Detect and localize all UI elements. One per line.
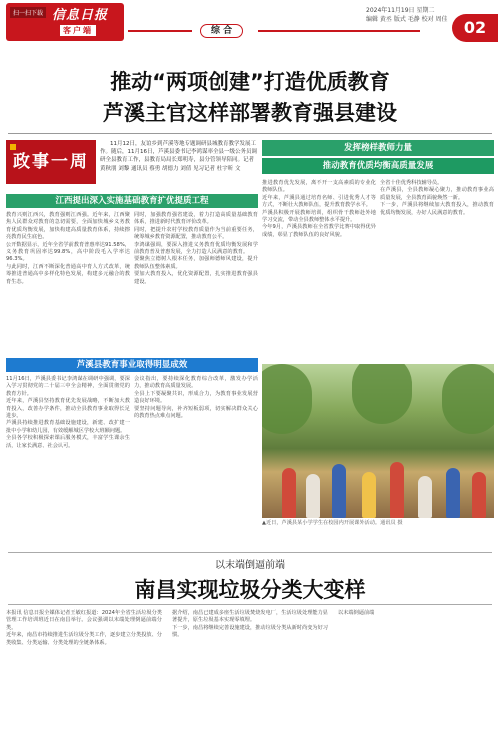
paragraph: 下一步，南昌将继续完善设施建设，推动垃圾分类从新时尚变为好习惯。 [172,624,328,639]
photo-student [282,468,296,518]
section-label: 综 合 [200,24,243,38]
paragraph: 全县上下要凝聚共识，形成合力，为教育事业发展营造良好环境。 [134,390,258,405]
photo-tree [442,364,494,434]
paragraph: 近年来，芦溪县通过培育名师、引进优秀人才等方式，不断壮大教师队伍，提升教育教学水平。 [262,194,376,209]
photo-student [390,462,404,518]
paragraph: 据介绍，南昌已建成多座生活垃圾焚烧发电厂，生活垃圾处理能力显著提升，原生垃圾基本实现零填埋。 [172,610,328,624]
paragraph: 11月16日，芦溪县委书记李鸿谋在调研中强调，要深入学习贯彻党的二十届三中全会精神，全面贯彻党的教育方针。 [6,376,130,397]
paragraph: 推进教育优先发展，离不开一支高素质的专业化教师队伍。 [262,180,376,194]
photo-student [306,474,320,518]
paragraph: 要坚持问题导向，补齐短板弱项，切实解决群众关心的教育热点难点问题。 [134,405,258,420]
right-column-text-a [262,180,376,239]
page-header [0,0,500,44]
subhead-jiangxi: 江西提出深入实施基础教育扩优提质工程 [6,194,258,208]
bottom-article-headline: 南昌实现垃圾分类大变样 [134,578,366,602]
photo-tree [262,364,312,434]
bottom-column-1 [6,610,162,647]
issue-date: 2024年11月19日 星期二 [366,7,435,14]
paragraph: 全省十佳优秀科技辅导员。 [380,180,443,186]
editor-credits: 编辑 黄丞 版式 毛静 校对 周佳 [366,16,448,23]
paragraph: 要加大教育投入，优化资源配置，扎实推进教育强县建设。 [134,271,258,285]
page-number: 02 [452,14,498,42]
header-divider-left [128,30,192,32]
paragraph: 以末端倒逼前端 [338,610,375,616]
news-photo-students-outdoor [262,364,494,518]
paragraph: 李鸿谋强调，要深入推进义务教育优质均衡发展和学前教育普及普惠发展，全力打造人民满意的教育。 [134,241,258,256]
photo-student [446,468,460,518]
paragraph: 公开数据显示，近年全省学前教育普惠率达91.58%，义务教育巩固率达99.8%，高中阶段毛入学率达96.3%。 [6,241,130,263]
column-badge [6,140,96,184]
paragraph: 本报讯 信息日报全媒体记者王敏红报道：2024年全省生活垃圾分类管理工作培训班近日在南昌举行。会议强调以末端处理倒逼前端分类。 [6,610,162,631]
scan-download-label[interactable]: 扫一扫下载 [10,7,46,18]
paragraph: 下一步，芦溪县将继续加大教育投入，推动教育优质均衡发展，办好人民满意的教育。 [380,202,494,216]
photo-tree [352,364,412,424]
photo-student [472,472,486,518]
article-intro: 11月12日，友谊乡到芦溪等地专题调研县城教育教学发展工作。随后，11月16日，芦溪县委书记李鸿谋率全县一级公务员调研全县教育工作，县教育局局长郑明寿，县分管领导陪同。记者黄秋朋 刘黎 通讯员 蔡勇 胡德力 刘倩 见习记者 杜宇昕 文 [100,141,257,172]
paragraph: 芦溪县持续推进教育基础设施建设，新建、改扩建一批中小学和幼儿园，有效缓解城区学校大班额问题。 [6,420,130,434]
paragraph: 芦溪县积极开展教师培训，组织骨干教师赴外地学习交流，带动全县教师整体水平提升。 [262,209,376,224]
title-rule [8,133,492,134]
left-column-text-d [134,376,258,420]
header-divider-right [258,30,420,32]
subhead-teacher-role-models: 发挥榜样教师力量 [262,140,494,156]
paragraph: 同时，把提升农村学校教育质量作为当前重要任务，统筹城乡教育资源配置，推动教育公平。 [134,226,258,241]
paragraph: 在芦溪县，全县教师凝心聚力，推动教育事业高质量发展，全县教育面貌焕然一新。 [380,187,494,201]
paragraph: 全县各学校积极探索课后服务模式，丰富学生课余生活，让家长满意、社会认可。 [6,435,130,449]
paragraph: 会议指出，要持续深化教育综合改革，激发办学活力，推动教育高质量发展。 [134,376,258,390]
left-column-text-c [6,376,130,450]
bottom-article-top-rule [8,552,492,553]
photo-caption: ▲近日，芦溪县某小学学生在校园内开展课外活动。通讯员 摄 [262,520,403,526]
column-badge-label: 政事一周 [13,152,89,172]
subhead-luxi-achievement: 芦溪县教育事业取得明显成效 [6,358,258,372]
paragraph: 要聚焦立德树人根本任务，加强师德师风建设，提升教师队伍整体素质。 [134,256,258,270]
left-column-text-a [6,212,130,286]
paragraph: 近年来，南昌市持续推进生活垃圾分类工作，逐步建立分类投放、分类收集、分类运输、分类处理的全链条体系。 [6,632,162,646]
paragraph: 今年9月，芦溪县教师在全省教学比赛中取得优异成绩，彰显了教师队伍的良好风貌。 [262,224,376,238]
bottom-column-2 [172,610,328,640]
paragraph: 教育兴则江西兴，教育强则江西强。近年来，江西聚焦人民群众对教育的急切需要，全面加快城乡义务教育优质均衡发展，加快构建高质量教育体系，持续擦亮教育民生底色。 [6,212,130,241]
left-column-text-b [134,212,258,286]
right-column-text-b [380,180,494,217]
brand-subtitle: 客户端 [60,25,96,36]
main-headline-line1: 推动“两项创建”打造优质教育 [110,70,390,94]
photo-student [362,472,376,518]
photo-student [332,464,346,518]
paragraph: 近年来，芦溪县坚持教育优先发展战略，不断加大教育投入，改善办学条件，推动全县教育事业取得长足进步。 [6,398,130,420]
bottom-column-3 [338,610,494,617]
brand-name: 信息日报 [52,8,109,23]
badge-mark-icon [10,144,16,150]
bottom-article-kicker: 以末端倒逼前端 [215,560,285,571]
paragraph: 与此同时，江西不断深化普通高中育人方式改革，统筹推进普通高中多样化特色发展，构建多元融合的教育生态。 [6,263,130,285]
paragraph: 同时，加强教育强省建设，着力打造高质量基础教育体系，推进新时代教育评价改革。 [134,212,258,226]
bottom-article-title-rule [8,604,492,605]
photo-student [418,476,432,518]
main-headline-line2: 芦溪主官这样部署教育强县建设 [103,101,397,125]
subhead-quality-education: 推动教育优质均衡高质量发展 [262,158,494,174]
newspaper-logo[interactable] [6,3,124,41]
